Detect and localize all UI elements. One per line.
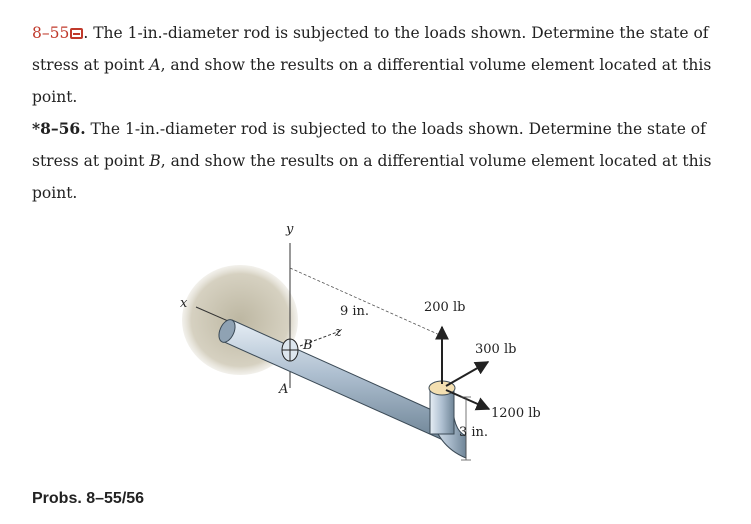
problem-text-after: , and show the results on a differential volume element located at this point.: [32, 152, 712, 202]
problem-text-before: The 1-in.-diameter rod is subjected to the loads shown. Determine the state of stress at point: [32, 120, 706, 170]
problem-number: *8–56.: [32, 119, 86, 138]
dimension-9in-label: 9 in.: [340, 304, 370, 319]
point-label: A: [149, 56, 161, 74]
dimension-9in: [290, 268, 442, 336]
rod-figure: [0, 215, 751, 485]
dimension-3in-label: 3 in.: [459, 425, 489, 440]
z-axis-label: z: [335, 325, 342, 340]
video-icon[interactable]: [70, 28, 83, 39]
point-label: B: [149, 152, 161, 170]
y-axis-label: y: [286, 222, 294, 237]
x-axis-label: x: [180, 296, 188, 311]
horizontal-rod: [222, 320, 443, 440]
load-300lb-arrow: [446, 362, 488, 386]
problem-text-after: , and show the results on a differential volume element located at this point.: [32, 56, 712, 106]
point-a-label: A: [279, 382, 289, 397]
figure-caption: Probs. 8–55/56: [32, 490, 145, 507]
load-200lb-label: 200 lb: [424, 300, 466, 315]
problem-8-55: [32, 17, 722, 113]
load-300lb-label: 300 lb: [475, 342, 517, 357]
point-b-label: B: [303, 338, 313, 353]
problem-text-before: . The 1-in.-diameter rod is subjected to the loads shown. Determine the state of stress at point: [32, 24, 709, 74]
load-1200lb-label: 1200 lb: [491, 406, 541, 421]
problem-number-link[interactable]: 8–55: [32, 24, 70, 42]
problem-8-56: [32, 113, 722, 209]
